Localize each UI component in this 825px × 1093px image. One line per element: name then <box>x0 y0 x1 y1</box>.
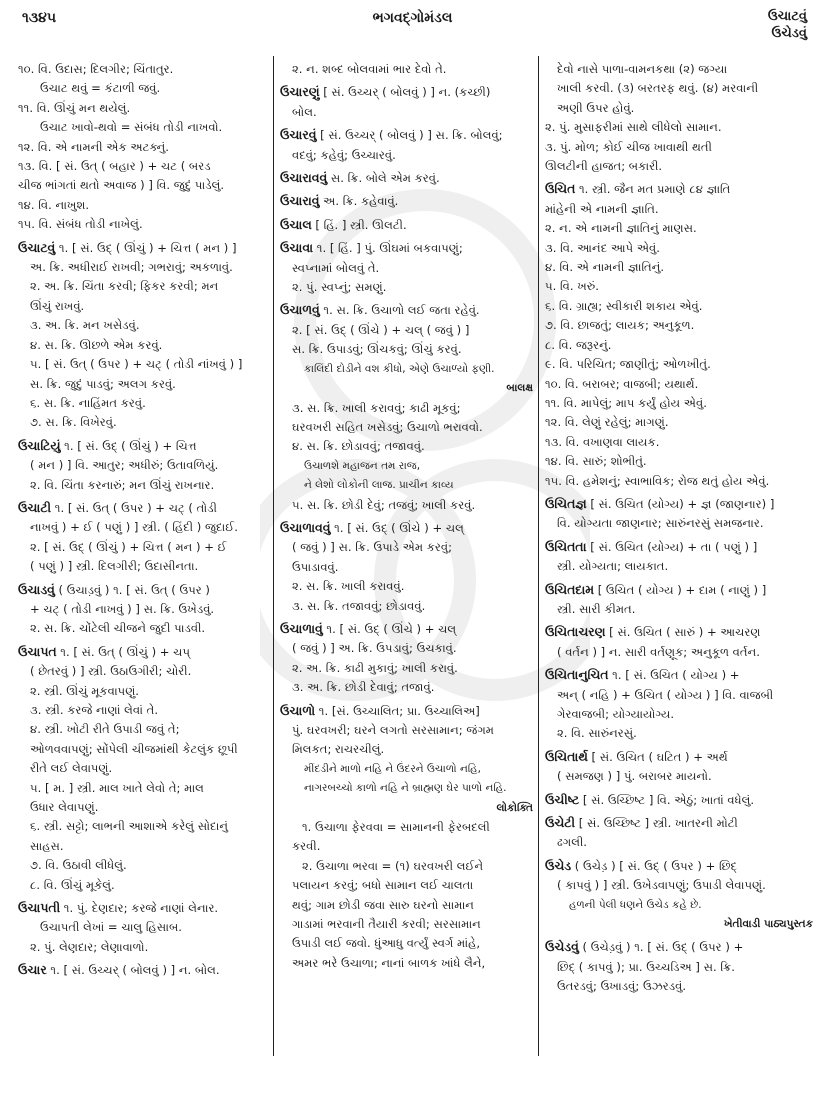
headword: ઉચાડવું <box>18 581 55 597</box>
definition-line: ૬. સ્ત્રી. સટ્ટો; લાભની આશાએ કરેલું સોદાનું <box>30 819 228 834</box>
quotation: હળની પેલી ધણને ઉચેડ કહે છે. <box>569 898 702 911</box>
definition-line: ૨. સ્ત્રી. ઊંચું મૂકવાપણું. <box>30 683 139 698</box>
page-number: ૧૩૪૫ <box>22 10 57 26</box>
dictionary-entry <box>280 125 533 145</box>
dictionary-entry <box>545 580 813 600</box>
dictionary-entry <box>545 537 813 557</box>
definition-line: ૧૦. વિ. ઉદાસ; દિલગીર; ચિંતાતુર. <box>18 62 174 76</box>
definition-line: ૨. સ. ક્રિ. ખાલી કરાવવું. <box>292 579 405 594</box>
definition-line: ૩. પું. મોળ; કોઈ ચીજ ખાવાથી થતી <box>545 139 712 154</box>
definition-line: ૬. સ. ક્રિ. નાહિંમત કરવું. <box>30 395 146 410</box>
dictionary-entry <box>280 619 533 639</box>
dictionary-entry <box>18 898 270 918</box>
definition-line: ગેરવાજબી; યોગ્યાયોગ્ય. <box>557 707 675 721</box>
definition-line: ૭. વિ. છાજતું; લાયક; અનુકૂળ. <box>545 318 695 333</box>
headword: ઉચાવા <box>280 240 314 256</box>
definition-text: ૧. [ સં. ઉચિત ( યોગ્ય ) + <box>608 668 740 683</box>
definition-line: નાખવું ) + ઈ ( પણું ) ] સ્ત્રી. ( હિંદી ) જુદાઈ. <box>30 520 238 535</box>
headword: ઉચિતાનુચિત <box>545 667 609 683</box>
definition-line: ૧૦. વિ. બરાબર; વાજબી; યથાર્થ. <box>545 376 699 391</box>
column-divider <box>538 56 539 1056</box>
headword: ઉચાપતી <box>18 900 61 916</box>
definition-line: ઘરવખરી સહિત ખસેડવું; ઉચાળો ભરાવવો. <box>292 419 483 434</box>
definition-line: ૧૨. વિ. લેણું રહેલું; માગણું. <box>545 415 669 430</box>
dictionary-entry <box>18 498 270 518</box>
definition-line: ૪. સ્ત્રી. ખોટી રીતે ઉપાડી જવું તે; <box>30 722 180 737</box>
quotation: મીંદડીને માળો નહિ ને ઉંદરને ઉચાળો નહિ, <box>304 762 481 775</box>
definition-text: ૧. [સં. ઉચ્ચાલિત; પ્રા. ઉચ્ચાલિઅ] <box>315 703 480 718</box>
definition-line: ઉચાટ ખાવો-થવો = સંબંધ તોડી નાખવો. <box>40 120 223 135</box>
definition-text: સ. ક્રિ. બોલે એમ કરવું. <box>327 171 440 186</box>
definition-line: ૩. અ. ક્રિ. મન ખસેડવું. <box>30 318 140 333</box>
definition-line: ઉચાટ થવું = કંટાળી જવું. <box>40 81 161 96</box>
definition-line: ૭. સ. ક્રિ. વિખેરવું. <box>30 415 117 430</box>
dictionary-entry <box>280 300 533 320</box>
definition-line: ૭. વિ. ઉઠાવી લીધેલું. <box>30 858 127 873</box>
definition-line: ૪. સ. ક્રિ. ઊછળે એમ કરવું. <box>30 337 163 352</box>
guide-word-last: ઉચેડવું <box>771 26 807 41</box>
definition-text: [ સં. ઉચ્ચર્ ( બોલવું ) ] સ. ક્રિ. બોલવું; <box>316 128 503 143</box>
headword: ઉચેડ <box>545 857 572 873</box>
headword: ઉચાટી <box>18 499 52 515</box>
definition-line: ૨. અ. ક્રિ. કાઢી મુકાવું; ખાલી કરાવું. <box>292 660 458 675</box>
dictionary-entry <box>545 937 813 957</box>
dictionary-entry <box>280 168 533 188</box>
definition-text: ૧. [ સં. ઉત્ ( ઊંચું ) + ચપ્ <box>56 644 190 659</box>
definition-text: ૧. [ સં. ઉદ્ ( ઊંચું ) + ચિત્ત ( મન ) ] <box>55 240 237 255</box>
dictionary-entry <box>280 238 533 258</box>
definition-line: માંહેની એ નામની જ્ઞાતિ. <box>545 201 659 216</box>
guide-word-first: ઉચાટવું <box>767 9 807 24</box>
definition-line: સ્ત્રી. સારી કીમત. <box>557 601 636 616</box>
definition-line: ૧૧. વિ. માપેલું; માપ કર્યું હોય એવું. <box>545 395 707 410</box>
guide-words <box>768 8 807 42</box>
definition-line: ૧૩. વિ. [ સં. ઉત્ ( બહાર ) + ચટ ( બરડ <box>18 159 211 174</box>
definition-line: ૫. [ સં. ઉત્ ( ઉપર ) + ચટ્ ( તોડી નાંખવું ) ] <box>30 357 243 372</box>
dictionary-entry <box>18 238 270 258</box>
quotation: કાલિંદી દોડીને વશ કીધો, એણે ઉચાળ્યો ફણી. <box>304 362 495 375</box>
definition-line: ૩. વિ. આનંદ આપે એવું. <box>545 240 660 255</box>
definition-line: સાહસ. <box>30 838 64 853</box>
dictionary-entry <box>545 665 813 685</box>
definition-line: ૨. ઉચાળા ભરવા = (૧) ઘરવખરી લઈને <box>302 858 484 873</box>
definition-text: ૧. [ સં. ઉદ્ ( ઊંચું ) + ચિત્ત <box>60 438 197 453</box>
dictionary-entry <box>545 790 813 810</box>
headword: ઉચિતાર્થ <box>545 748 588 764</box>
definition-line: મિલકત; રાચરચીલું. <box>292 742 385 757</box>
definition-line: વદવું; કહેવું; ઉચ્ચારવું. <box>292 147 396 162</box>
headword: ઉચારાવવું <box>280 170 328 186</box>
headword: ઉચેટી <box>545 815 576 831</box>
quotation: ને લેશો લોકોની લાજ. પ્રાચીન કાવ્ય <box>304 479 454 492</box>
definition-line: ઊંચું રાખવું. <box>30 298 85 313</box>
definition-text: ૧. [ સં. ઉચ્ચર્ ( બોલવું ) ] ન. બોલ. <box>46 963 220 978</box>
headword: ઉચેડવું <box>545 939 579 955</box>
headword: ઉચાળાવું <box>280 620 323 636</box>
definition-line: ૨. સ. ક્રિ. ચોંટેલી ચીજને જુદી પાડવી. <box>30 621 206 636</box>
definition-line: ૨. ન. શબ્દ બોલવામાં ભાર દેવો તે. <box>292 62 447 76</box>
definition-line: ૨. ન. એ નામની જ્ઞાતિનું માણસ. <box>545 221 697 236</box>
headword: ઉચારવું <box>280 127 317 143</box>
definition-line: ૯. વિ. પરિચિત; જાણીતું; ઓળખીતું. <box>545 357 711 372</box>
definition-line: ૮. વિ. જરૂરનું. <box>545 337 612 352</box>
definition-line: ઉપાડી લઈ જવો. ધુંઆધુ વર્ત્યું સ્વર્ગ માંહે, <box>292 936 481 951</box>
definition-line: ૩. સ. ક્રિ. ખાલી કરાવવું; કાઢી મૂકવું; <box>292 400 461 415</box>
dictionary-entry <box>18 580 270 600</box>
definition-line: ( છેતરવું ) ] સ્ત્રી. ઉઠાઉગીરી; ચોરી. <box>30 664 192 679</box>
quotation: નાગરબચ્ચો કાળો નહિ ને બ્રાહ્મણ ઘેર પાળો નહિ. <box>304 782 507 795</box>
definition-line: ૫. વિ. ખરું. <box>545 279 599 294</box>
definition-line: અમર ભરે ઉચાળા; નાનાં બાળક ખાંધે લૈને, <box>292 955 486 970</box>
definition-text: [ ઉચિત ( યોગ્ય ) + દામ ( નાણું ) ] <box>594 582 767 597</box>
headword: ઉચિતજ્ઞ <box>545 495 587 511</box>
headword: ઉચાળવું <box>280 302 320 318</box>
definition-line: અન્ ( નહિ ) + ઉચિત ( યોગ્ય ) ] વિ. વાજબી <box>557 687 774 702</box>
definition-line: ૫. સ. ક્રિ. છોડી દેવું; તજવું; ખાલી કરવું. <box>292 497 476 512</box>
definition-line: ( મન ) ] વિ. આતુર; અધીરું; ઉતાવળિયું. <box>30 458 219 473</box>
dictionary-entry <box>545 813 813 833</box>
definition-line: + ચટ્ ( તોડી નાખવું ) ] સ. ક્રિ. ઉખેડવું. <box>30 601 215 616</box>
dictionary-entry <box>545 747 813 767</box>
definition-line: ઓળવવાપણું; સોંપેલી ચીજમાંથી કેટલુંક છૂપી <box>30 741 238 756</box>
definition-line: સ. ક્રિ. જુદું પાડવું; અલગ કરવું. <box>30 376 176 391</box>
definition-line: છિદ્ ( કાપવું ); પ્રા. ઉચ્ચડિઅ ] સ. ક્રિ. <box>557 959 735 974</box>
definition-line: ૮. વિ. ઊંચું મૂકેલું. <box>30 877 115 892</box>
definition-text: [ હિં. ] સ્ત્રી. ઊલટી. <box>311 217 407 232</box>
definition-line: ૩. સ. ક્રિ. તજાવવું; છોડાવવું. <box>292 598 426 613</box>
dictionary-entry <box>280 215 533 235</box>
definition-text: [ સં. ઉચિત ( ઘટિત ) + અર્થ <box>587 749 728 764</box>
definition-text: ૧. [ હિં. ] પું. ઊંઘમાં બકવાપણું; <box>313 241 463 256</box>
definition-text: [ સં. ઉચ્છિષ્ટ ] સ્ત્રી. ખાતરની મોટી <box>575 816 738 831</box>
headword: ઉચિતતા <box>545 538 587 554</box>
definition-line: ૨. [ સં. ઉદ્ ( ઊંચે ) + ચલ્ ( જવું ) ] <box>292 322 470 337</box>
definition-line: અણી ઉપર હોવું. <box>557 100 635 115</box>
definition-line: ૧૨. વિ. એ નામની એક અટક્નું. <box>18 139 169 154</box>
definition-line: પું. ઘરવખરી; ઘરને લગતો સરસામાન; જંગમ <box>292 723 494 737</box>
dictionary-entry <box>280 518 533 538</box>
definition-text: [ સં. ઉચિત (યોગ્ય) + જ્ઞ (જાણનાર) ] <box>586 496 775 511</box>
definition-line: ૧૪. વિ. નાખુશ. <box>18 197 90 212</box>
dictionary-entry <box>18 960 270 980</box>
headword: ઉચાળાવવું <box>280 519 331 535</box>
definition-line: ૪. સ. ક્રિ. છોડાવવું; તજાવવું. <box>292 439 425 454</box>
dictionary-entry <box>545 856 813 876</box>
definition-line: થવું; ગામ છોડી જવા સારુ ઘરનો સામાન <box>292 897 474 912</box>
headword: ઉચારાવું <box>280 193 320 209</box>
definition-line: દેવો નાસે પાળા-વામનકથા (૨) જગ્યા <box>557 62 728 76</box>
definition-line: ચીજ ભાંગતાં થતો અવાજ ) ] વિ. જુદું પાડેલું. <box>18 178 225 193</box>
definition-line: બોલ. <box>292 104 317 119</box>
definition-line: કરવી. <box>292 839 321 854</box>
definition-line: ૨. વિ. સારુંનરસું. <box>557 726 637 741</box>
definition-line: ૧૫. વિ. હમેશનું; સ્વાભાવિક; રોજ થતું હોય એવું. <box>545 473 770 488</box>
running-title: ભગવદ્ગોમંડલ <box>372 10 453 26</box>
definition-line: ( વર્તન ) ] ન. સારી વર્તણૂક; અનુકૂળ વર્તન. <box>557 644 760 659</box>
definition-line: ( જવું ) ] અ. ક્રિ. ઉપડાવું; ઉચકાવું. <box>292 641 457 656</box>
definition-line: ૬. વિ. ગ્રાહ્ય; સ્વીકારી શકાય એવું. <box>545 298 703 313</box>
dictionary-column-3 <box>545 60 813 997</box>
definition-line: ઢગલી. <box>557 835 587 850</box>
definition-line: ૨. પું. સ્વપ્નું; સમણું. <box>292 280 387 295</box>
definition-line: ૨. વિ. ચિંતા કરનારું; મન ઊંચું રાખનાર. <box>30 477 215 492</box>
definition-text: ( ઉચેડ઼ ) [ સં. ઉદ્ ( ઉપર ) + છિદ્ <box>571 858 738 873</box>
definition-line: ૫. [ મ. ] સ્ત્રી. માલ ખાતે લેવો તે; માલ <box>30 780 204 795</box>
dictionary-entry <box>280 82 533 102</box>
headword: ઉચાર <box>18 962 47 978</box>
definition-line: ગાડામાં ભરવાની તૈયારી કરવી; સરસામાન <box>292 917 481 932</box>
definition-line: સ્વપ્નામાં બોલવું તે. <box>292 260 380 275</box>
definition-text: [ સં. ઉચ્છિષ્ટ ] વિ. એઠું; ખાતાં વધેલું. <box>579 792 755 807</box>
definition-line: વિ. યોગ્યતા જાણનાર; સારુંનરસું સમજનાર. <box>557 516 764 531</box>
definition-line: ( જવું ) ] સ. ક્રિ. ઉપાડે એમ કરવું; <box>292 540 453 555</box>
definition-line: ૧૫. વિ. સંબંધ તોડી નાખેલું. <box>18 217 143 232</box>
definition-line: પલાયન કરવું; બધો સામાન લઈ ચાલતા <box>292 878 474 893</box>
definition-text: અ. ક્રિ. કહેવાવું. <box>319 194 399 209</box>
definition-text: [ સં. ઉચિત ( સારું ) + આચરણ <box>605 625 761 640</box>
headword: ઉચિત <box>545 181 576 197</box>
quotation-source: લોકોક્તિ <box>496 801 533 814</box>
dictionary-entry <box>545 179 813 199</box>
quotation-source: બાલક્ષ <box>506 382 533 395</box>
definition-text: [ સં. ઉચ્ચર્ ( બોલવું ) ] ન. (કચ્છી) <box>319 85 491 100</box>
definition-line: ૩. સ્ત્રી. કરજે નાણાં લેવાં તે. <box>30 703 159 717</box>
dictionary-column-1 <box>18 60 270 981</box>
definition-line: ૨. અ. ક્રિ. ચિંતા કરવી; ફિકર કરવી; મન <box>30 279 219 294</box>
dictionary-entry <box>280 701 533 721</box>
headword: ઉચીષ્ટ <box>545 791 580 807</box>
definition-line: ( પણું ) ] સ્ત્રી. દિલગીરી; ઉદાસીનતા. <box>30 559 199 574</box>
definition-line: ૨. [ સં. ઉદ્ ( ઊંચું ) + ચિત્ત ( મન ) + ઈ <box>30 539 227 554</box>
definition-line: ૧૪. વિ. સારું; શોભીતું. <box>545 454 647 469</box>
headword: ઉચાલ <box>280 216 312 232</box>
headword: ઉચાટવું <box>18 239 56 255</box>
definition-text: ( ઉચેડ઼વું ) ૧. [ સં. ઉદ્ ( ઉપર ) + <box>578 940 744 955</box>
definition-line: ઉપાડાવવું. <box>292 559 339 574</box>
headword: ઉચિતાચરણ <box>545 624 606 640</box>
definition-text: ૧. પું. દેણદાર; કરજે નાણાં લેનાર. <box>60 901 219 916</box>
definition-line: ( સમજણ ) ] પું. બરાબર માયનો. <box>557 769 712 784</box>
definition-text: ૧. [ સં. ઉત્ ( ઉપર ) + ચટ્ ( તોડી <box>51 500 217 515</box>
definition-line: ઉધાર લેવાપણું. <box>30 800 99 815</box>
column-divider <box>273 56 274 1056</box>
definition-line: ૪. વિ. એ નામની જ્ઞાતિનું. <box>545 260 665 275</box>
definition-line: ઉતરડવું; ઉખાડવું; ઉઝરડવું. <box>557 979 687 994</box>
headword: ઉચાપત <box>18 643 57 659</box>
definition-line: ૧. ઉચાળા ફેરવવા = સામાનની ફેરબદલી <box>302 820 490 835</box>
headword: ઉચાટિયું <box>18 437 61 453</box>
definition-text: ૧. સ. ક્રિ. ઉચાળો લઈ જતા રહેવું. <box>319 303 480 318</box>
definition-text: [ સં. ઉચિત (યોગ્ય) + તા ( પણું ) ] <box>586 539 758 554</box>
definition-line: ૧૧. વિ. ઊંચું મન થયેલું. <box>18 100 131 115</box>
dictionary-entry <box>545 622 813 642</box>
dictionary-entry <box>280 191 533 211</box>
definition-line: ૨. પું. મુસાફરીમાં સાથે લીધેલો સામાન. <box>545 120 722 135</box>
definition-line: ૧૩. વિ. વખાણવા લાયક. <box>545 434 660 449</box>
page-header <box>0 6 825 50</box>
definition-line: સ્ત્રી. યોગ્યતા; લાયકાત. <box>557 559 669 574</box>
definition-text: ૧. [ સં. ઉદ્ ( ઊંચે ) + ચલ્ <box>322 621 457 636</box>
definition-text: ( ઉચાડ઼વું ) ૧. [ સં. ઉત્ ( ઉપર ) <box>54 582 210 597</box>
definition-text: ૧. સ્ત્રી. જૈન મત પ્રમાણે ૮૪ જ્ઞાતિ <box>575 182 731 197</box>
definition-line: ૨. પું. લેણદાર; લેણાવાળો. <box>30 939 149 954</box>
headword: ઉચાળો <box>280 702 316 718</box>
definition-line: અ. ક્રિ. અધીરાઈ રાખવી; ગભરાવું; અકળાવું. <box>30 260 233 275</box>
definition-line: સ. ક્રિ. ઉપાડવું; ઊંચકવું; ઊંચું કરવું. <box>292 342 462 357</box>
quotation-source: ખેતીવાડી પાઠ્યપુસ્તક <box>723 918 813 931</box>
definition-line: રીતે લઈ લેવાપણું. <box>30 761 113 776</box>
headword: ઉચિતદામ <box>545 581 595 597</box>
definition-line: ખાલી કરવી. (૩) બરતરફ થવું. (૪) મરવાની <box>557 81 759 96</box>
dictionary-entry <box>18 436 270 456</box>
dictionary-column-2 <box>280 60 533 973</box>
dictionary-entry <box>18 642 270 662</box>
quotation: ઉચાળશે મહાજન તમ રાજ, <box>304 459 421 472</box>
definition-line: ( કાપવું ) ] સ્ત્રી. ઉખેડવાપણું; ઉપાડી લેવાપણું. <box>557 878 766 893</box>
definition-line: ઉચાપતી લેખાં = ચાલુ હિસાબ. <box>40 920 182 935</box>
dictionary-entry <box>545 494 813 514</box>
definition-text: ૧. [ સં. ઉદ્ ( ઊંચે ) + ચલ્ <box>330 520 464 535</box>
definition-line: ૩. અ. ક્રિ. છોડી દેવાવું; તજાવું. <box>292 680 435 695</box>
definition-line: ઊલટીની હાજત; બકારી. <box>545 159 663 174</box>
headword: ઉચારણું <box>280 84 320 100</box>
